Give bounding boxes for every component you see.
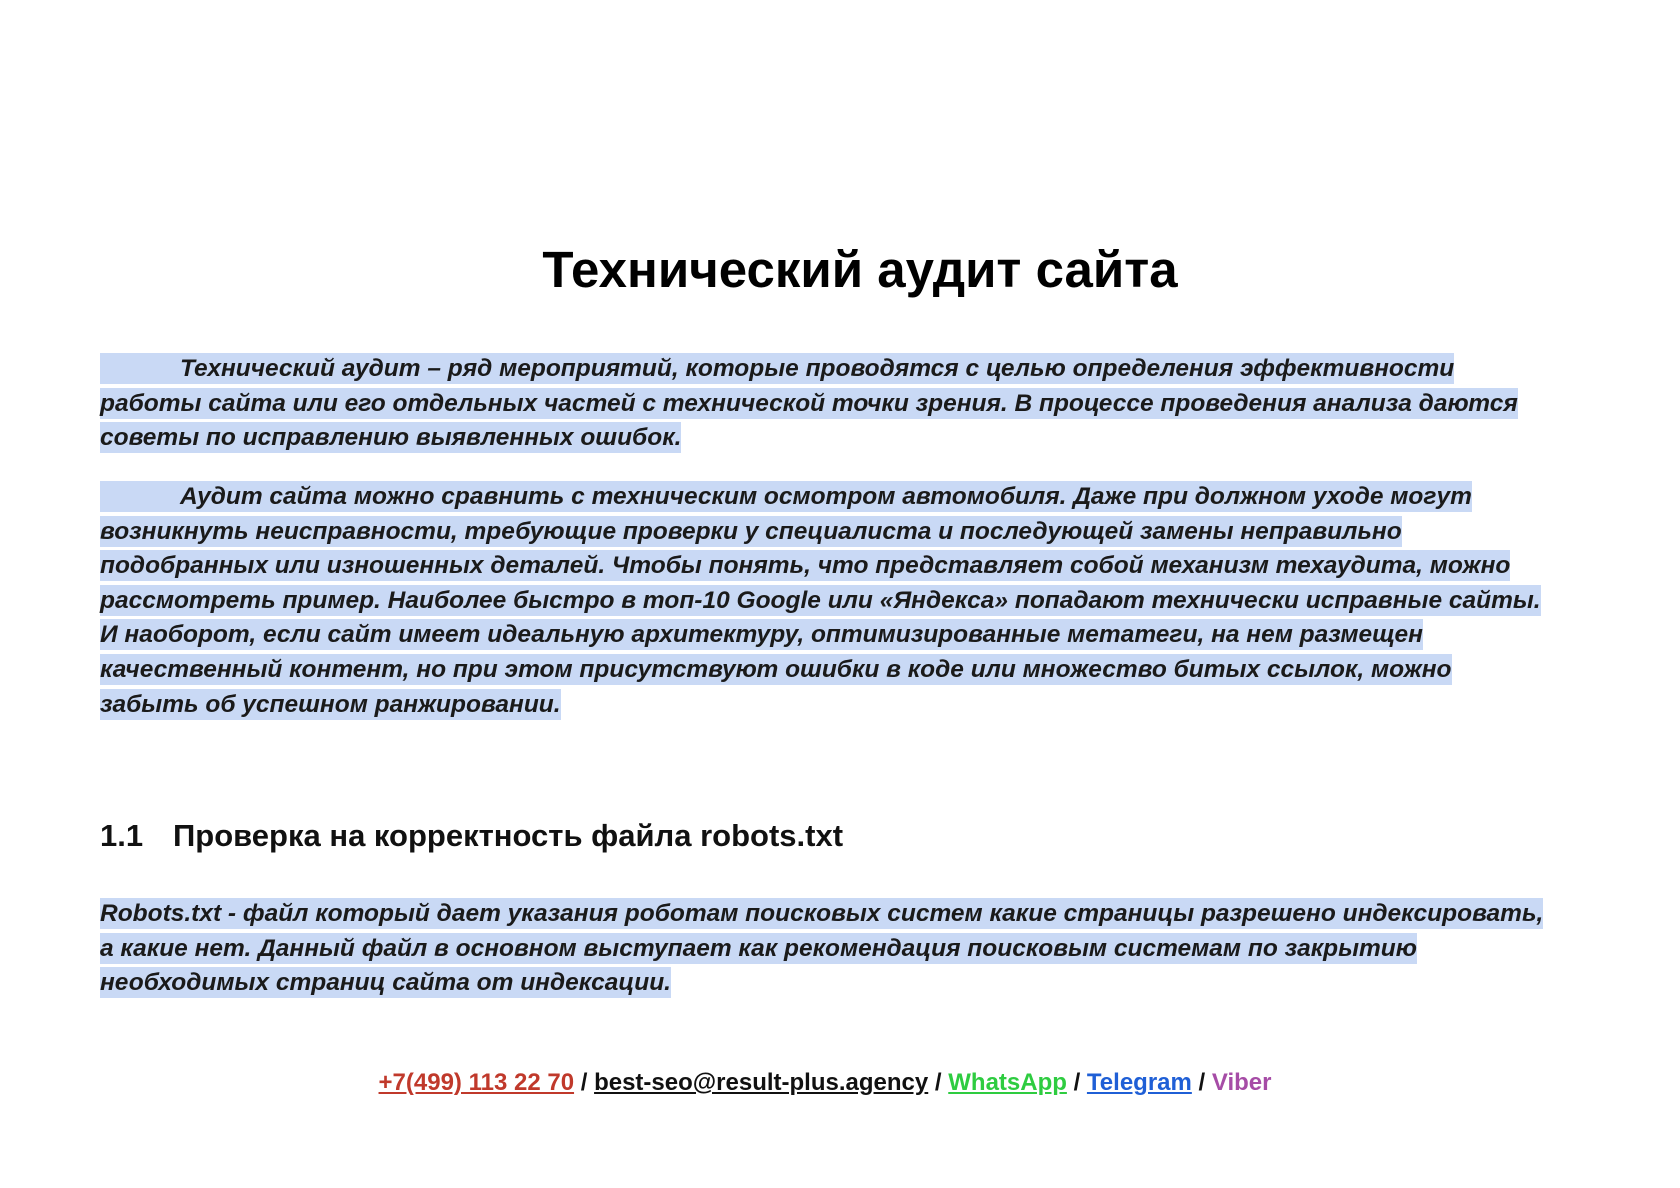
section-paragraph xyxy=(100,897,1550,1001)
section-heading xyxy=(100,816,843,856)
email-link[interactable]: best-seo@result-plus.agency xyxy=(594,1069,929,1096)
intro-paragraph xyxy=(100,480,1550,722)
contact-footer xyxy=(0,1067,1650,1099)
separator: / xyxy=(580,1069,588,1096)
intro-paragraph-text: Аудит сайта можно сравнить с техническим осмотром автомобиля. Даже при должном уходе могут возникнуть неисправности, требующие проверки у специалиста и последующей замены неправильно подобранных или изношенных деталей. Чтобы понять, что представляет собой механизм техаудита, можно рассмотреть пример. Наиболее быстро в топ-10 Google или «Яндекса» попадают технически исправные сайты. И наоборот, если сайт имеет идеальную архитектуру, оптимизированные метатеги, на нем размещен качественный контент, но при этом присутствуют ошибки в коде или множество битых ссылок, можно забыть об успешном ранжировании. xyxy=(100,483,1541,718)
section-heading-text: Проверка на корректность файла robots.txt xyxy=(173,818,844,853)
highlighted-text xyxy=(100,898,1543,998)
section-paragraph-text: Robots.txt - файл который дает указания роботам поисковых систем какие страницы разрешено индексировать, а какие нет. Данный файл в основном выступает как рекомендация поисковым системам по закрытию необходимых страниц сайта от индексации. xyxy=(100,900,1544,997)
intro-paragraph-text: Технический аудит – ряд мероприятий, которые проводятся с целью определения эффективности работы сайта или его отдельных частей с технической точки зрения. В процессе проведения анализа даются советы по исправлению выявленных ошибок. xyxy=(100,355,1518,452)
telegram-link[interactable]: Telegram xyxy=(1086,1069,1192,1096)
intro-paragraph xyxy=(100,352,1550,456)
whatsapp-link[interactable]: WhatsApp xyxy=(948,1069,1067,1096)
separator: / xyxy=(1073,1069,1081,1096)
separator: / xyxy=(934,1069,942,1096)
highlighted-text xyxy=(100,481,1541,720)
phone-link[interactable]: +7(499) 113 22 70 xyxy=(378,1069,575,1096)
viber-link[interactable]: Viber xyxy=(1211,1069,1272,1096)
highlighted-text xyxy=(100,353,1518,453)
page-title: Технический аудит сайта xyxy=(542,241,1178,298)
section-number: 1.1 xyxy=(100,818,144,853)
separator: / xyxy=(1198,1069,1206,1096)
